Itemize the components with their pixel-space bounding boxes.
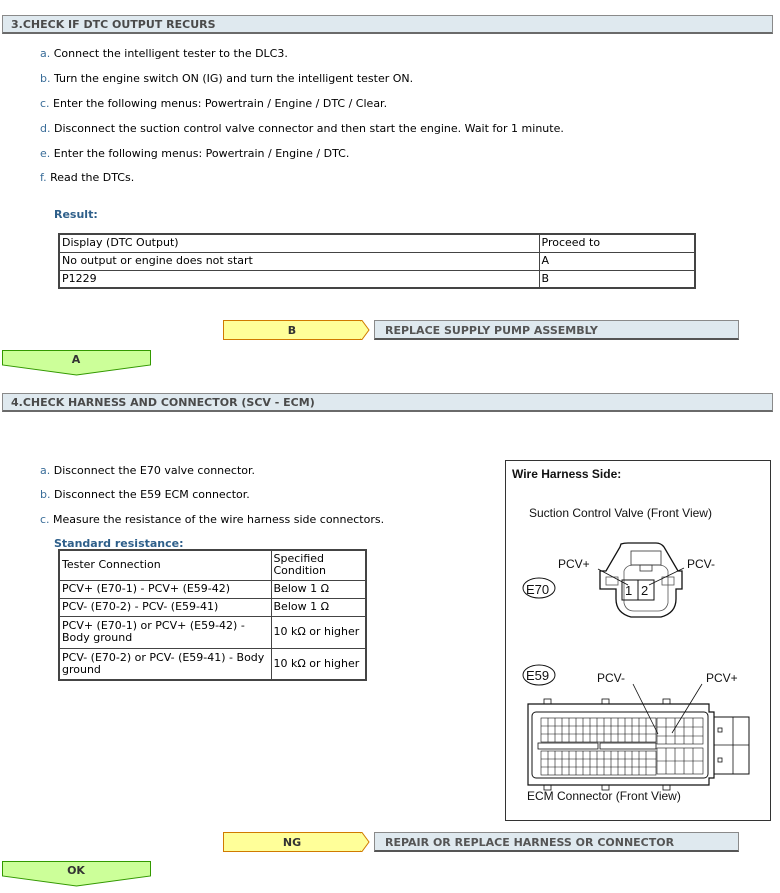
- step-letter: f.: [40, 171, 47, 184]
- branch-ng-action[interactable]: REPAIR OR REPLACE HARNESS OR CONNECTOR: [374, 832, 739, 852]
- step-text: Connect the intelligent tester to the DLC3.: [53, 47, 288, 60]
- scv-caption: Suction Control Valve (Front View): [529, 506, 712, 520]
- step-text: Enter the following menus: Powertrain / Engine / DTC / Clear.: [53, 97, 388, 110]
- standard-resistance-label: Standard resistance:: [54, 537, 184, 550]
- e59-pcv-plus-label: PCV+: [706, 671, 738, 685]
- e59-pcv-minus-label: PCV-: [597, 671, 626, 685]
- table-row: [59, 270, 695, 288]
- step-3e: [40, 147, 349, 160]
- step-text: Read the DTCs.: [50, 171, 135, 184]
- table-cell: A: [539, 252, 695, 270]
- table-row: [59, 580, 366, 598]
- step-letter: b.: [40, 72, 51, 85]
- e70-tag: E70: [526, 582, 550, 597]
- step-letter: a.: [40, 47, 51, 60]
- table-header-cell: Display (DTC Output): [59, 234, 539, 252]
- step-text: Disconnect the E70 valve connector.: [53, 464, 256, 477]
- branch-b-action[interactable]: REPLACE SUPPLY PUMP ASSEMBLY: [374, 320, 739, 340]
- step-4b: [40, 488, 250, 501]
- branch-ok-button[interactable]: [2, 861, 152, 887]
- result-label: Result:: [54, 208, 98, 221]
- step-letter: c.: [40, 97, 50, 110]
- e70-connector-diagram: [506, 531, 772, 631]
- table-cell: B: [539, 270, 695, 288]
- step-text: Measure the resistance of the wire harness side connectors.: [53, 513, 385, 526]
- table-header-cell: Tester Connection: [59, 550, 271, 580]
- table-cell: No output or engine does not start: [59, 252, 539, 270]
- step-letter: e.: [40, 147, 51, 160]
- section-4-header: 4.CHECK HARNESS AND CONNECTOR (SCV - ECM): [2, 393, 773, 412]
- table-cell: PCV+ (E70-1) or PCV+ (E59-42) - Body ground: [59, 616, 271, 648]
- table-header-cell: Specified Condition: [271, 550, 366, 580]
- table-cell: PCV- (E70-2) or PCV- (E59-41) - Body ground: [59, 648, 271, 680]
- step-3c: [40, 97, 387, 110]
- e70-pin-2: 2: [641, 583, 649, 598]
- step-3f: [40, 171, 134, 184]
- e70-pin-1: 1: [625, 583, 633, 598]
- step-letter: a.: [40, 464, 51, 477]
- branch-b-button[interactable]: B: [223, 320, 361, 340]
- step-3d: [40, 122, 564, 135]
- step-text: Turn the engine switch ON (IG) and turn the intelligent tester ON.: [53, 72, 414, 85]
- e59-tag: E59: [526, 668, 550, 683]
- step-letter: b.: [40, 488, 51, 501]
- step-text: Disconnect the E59 ECM connector.: [53, 488, 250, 501]
- e70-pcv-plus-label: PCV+: [558, 557, 590, 571]
- step-4c: [40, 513, 384, 526]
- step-text: Enter the following menus: Powertrain / Engine / DTC.: [53, 147, 350, 160]
- arrow-right-icon: [360, 320, 370, 340]
- table-cell: P1229: [59, 270, 539, 288]
- step-3b: [40, 72, 413, 85]
- table-row: [59, 616, 366, 648]
- step-text: Disconnect the suction control valve connector and then start the engine. Wait for 1 minute.: [53, 122, 564, 135]
- ecm-caption: ECM Connector (Front View): [527, 789, 681, 803]
- step-letter: c.: [40, 513, 50, 526]
- table-header-cell: Proceed to: [539, 234, 695, 252]
- table-cell: PCV+ (E70-1) - PCV+ (E59-42): [59, 580, 271, 598]
- wire-harness-figure: [505, 460, 771, 821]
- resistance-table: [58, 549, 367, 681]
- table-cell: 10 kΩ or higher: [271, 648, 366, 680]
- table-row: [59, 648, 366, 680]
- table-cell: PCV- (E70-2) - PCV- (E59-41): [59, 598, 271, 616]
- table-cell: Below 1 Ω: [271, 598, 366, 616]
- step-letter: d.: [40, 122, 51, 135]
- table-header-row: [59, 550, 366, 580]
- e70-pcv-minus-label: PCV-: [687, 557, 716, 571]
- table-cell: 10 kΩ or higher: [271, 616, 366, 648]
- step-4a: [40, 464, 255, 477]
- step-3a: [40, 47, 288, 60]
- branch-a-button[interactable]: [2, 350, 152, 376]
- branch-ok-label: OK: [67, 864, 85, 877]
- arrow-right-icon: [360, 832, 370, 852]
- table-row: [59, 252, 695, 270]
- table-row: [59, 598, 366, 616]
- branch-a-label: A: [71, 353, 81, 366]
- table-cell: Below 1 Ω: [271, 580, 366, 598]
- table-header-row: [59, 234, 695, 252]
- result-table: [58, 233, 696, 289]
- figure-title: Wire Harness Side:: [512, 467, 622, 481]
- section-3-header: 3.CHECK IF DTC OUTPUT RECURS: [2, 15, 773, 34]
- branch-ng-button[interactable]: NG: [223, 832, 361, 852]
